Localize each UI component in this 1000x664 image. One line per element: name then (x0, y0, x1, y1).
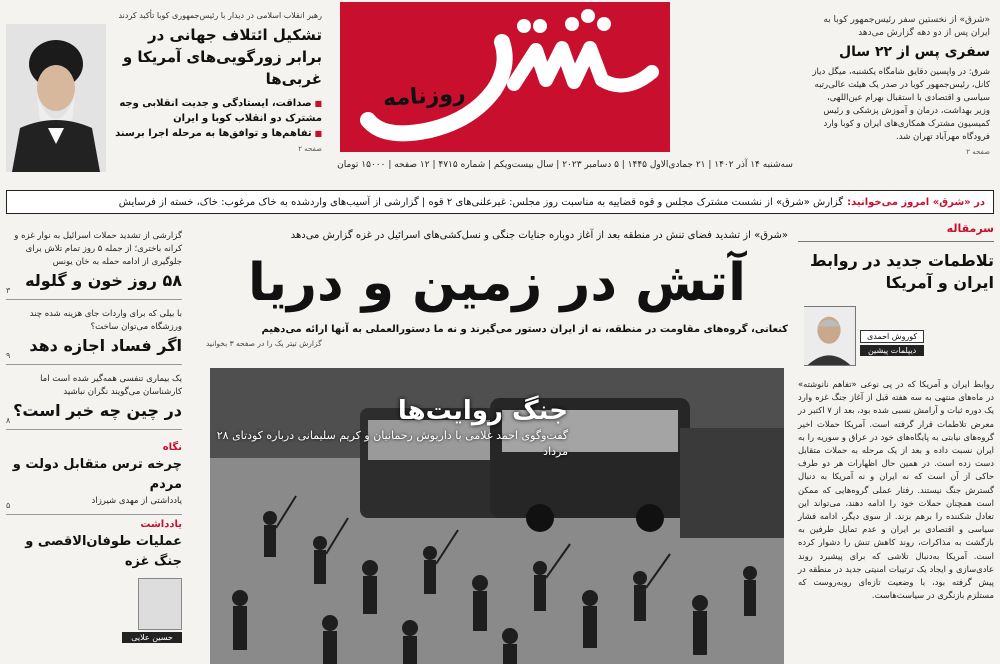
author-name: کوروش احمدی (860, 330, 924, 343)
author-name-box (860, 330, 924, 356)
left-bullet: ■ صداقت، ایستادگی و جدیت انقلابی وجه مشترک دو انقلاب کوبا و ایران (110, 96, 322, 126)
page-number: ۸ (6, 416, 11, 425)
section-label-negah: نگاه (162, 442, 182, 453)
right-body: شرق: در واپسین دقایق شامگاه یکشنبه، میگل دیاز کانل، رئیس‌جمهور کوبا در صدر یک هیئت عالی‌رتبه سیاسی و اقتصادی با استقبال بهرام عین‌اللهی، وزیر بهداشت، درمان و آموزش پزشکی و رئیس کمیسیون مشترک همکاری‌های ایران و کوبا وارد فرودگاه مهرآباد تهران شد. (812, 67, 990, 142)
photo-caption[interactable] (210, 394, 568, 460)
left-kicker: رهبر انقلاب اسلامی در دیدار با رئیس‌جمهوری کوبا تأکید کردند (118, 11, 322, 20)
left-story-1[interactable] (6, 222, 182, 300)
yaddasht-section[interactable] (6, 519, 182, 643)
masthead-left-text (110, 10, 322, 153)
ticker-text[interactable]: گزارش «شرق» از نشست مشترک مجلس و قوه قضاییه به مناسبت روز مجلس: غیرعلنی‌های ۲ قوه | گزارشی از آسیب‌های واردشده به خاک مرغوب: خاک، خسته از فرسایش (118, 196, 844, 208)
section-label-editorial: سرمقاله (798, 222, 994, 242)
author-role: دیپلمات پیشین (860, 345, 924, 356)
story-title[interactable]: اگر فساد اجازه دهد (29, 336, 182, 355)
section-label-yaddasht: یادداشت (140, 519, 182, 530)
main-kicker: «شرق» از تشدید فضای تنش در منطقه بعد از آغاز دوباره جنایات جنگی و نسل‌کشی‌های اسرائیل در غزه گزارش می‌دهد (290, 230, 788, 241)
dateline: سه‌شنبه ۱۴ آذر ۱۴۰۲ | ۲۱ جمادی‌الاول ۱۴۴۵ | ۵ دسامبر ۲۰۲۳ | سال بیست‌ویکم | شماره ۴۷۱۵ | ۱۲ صفحه | ۱۵۰۰۰ تومان (337, 160, 793, 170)
author-block (122, 578, 182, 643)
right-page-ref: صفحه ۲ (966, 148, 990, 156)
story-kicker: گزارشی از تشدید حملات اسرائیل به نوار غزه و کرانه باختری؛ از جمله ۵ روز تمام تلاش برای جلوگیری از ادامه حمله به خان یونس (14, 231, 182, 267)
logo-mark (340, 2, 670, 152)
right-headline[interactable]: سفری پس از ۲۲ سال (838, 44, 990, 60)
lead-photo[interactable] (210, 368, 784, 664)
left-story-2[interactable] (6, 300, 182, 365)
right-kicker: «شرق» از نخستین سفر رئیس‌جمهور کوبا به ایران پس از دو دهه گزارش می‌دهد (823, 15, 990, 38)
left-column (6, 222, 182, 664)
page-number: ۵ (6, 501, 11, 510)
editorial-title[interactable]: تلاطمات جدید در روابط ایران و آمریکا (810, 251, 994, 292)
right-column (798, 222, 994, 664)
author-photo (804, 306, 856, 366)
page-number: ۳ (6, 286, 11, 295)
story-kicker: یک بیماری تنفسی همه‌گیر شده است اما کارشناسان می‌گویند نگران نباشید (40, 374, 182, 397)
story-title[interactable]: ۵۸ روز خون و گلوله (25, 271, 182, 290)
photo-subtitle: گفت‌وگوی احمد غلامی با داریوش رحمانیان و کریم سلیمانی درباره کودتای ۲۸ مرداد (216, 429, 568, 458)
masthead-right-story[interactable] (810, 14, 990, 156)
page-number: ۹ (6, 351, 11, 360)
author-box (6, 578, 182, 643)
editorial-author (798, 306, 994, 368)
masthead-left-story[interactable] (6, 10, 322, 170)
left-story-3[interactable] (6, 365, 182, 430)
negah-byline: یادداشتی از مهدی شیرزاد (91, 496, 182, 506)
newspaper-logo[interactable] (340, 2, 670, 152)
portrait-image (6, 24, 106, 172)
masthead (0, 0, 1000, 182)
editorial-body: روابط ایران و آمریکا که در پی نوعی «تفاهم نانوشته» در ماه‌های منتهی به سه هفته قبل از آغاز جنگ غزه وارد یک دوره ثبات و آرامش نسبی شده بود، بعد از ۷ اکتبر در معرض تلاطمات قرار گرفته است. آمریکا حملات اخیر گروه‌های نیابتی به پایگاه‌های خود در عراق و سوریه را به ایران نسبت داده و بعد از یک مرحله به حملات متقابل دست زده است. در همین حال اظهارات هر دو طرف حاکی از آن است که نه ایران و نه آمریکا به دنبال گسترش جنگ نیستند. رفتار عملی گروه‌هایی که ممکن است همچنان حملات خود را ادامه دهند، می‌تواند این تعادل شکننده را برهم بزند. از سوی دیگر، ادامه فشار سیاسی و اقتصادی بر ایران و عدم تمایل طرفین به بازگشت به مذاکرات، روند کاهش تنش را دشوار کرده است. آمریکا به‌دنبال تلاشی که برای پیشبرد روند عادی‌سازی و ایجاد یک ترتیبات امنیتی جدید در منطقه در پیش گرفته بود، با وضعیت تازه‌ای روبه‌روست که مستلزم بازنگری در سیاست‌هاست. (798, 379, 994, 601)
main-headline[interactable]: آتش در زمین و دریا (247, 253, 747, 313)
author-portrait (803, 307, 855, 365)
leader-photo (6, 24, 106, 172)
left-headline[interactable]: تشکیل ائتلاف جهانی در برابر زورگویی‌های آمریکا و غربی‌ها (122, 26, 322, 88)
story-kicker: با بیلی که برای واردات جای هزینه شده چند ورزشگاه می‌توان ساخت؟ (29, 309, 182, 332)
main-credit: گزارش تیتر یک را در صفحه ۳ بخوانید (206, 339, 322, 348)
negah-section[interactable] (6, 430, 182, 515)
left-bullets (110, 96, 322, 141)
author-name: حسین علایی (122, 632, 182, 643)
yaddasht-title[interactable]: عملیات طوفان‌الاقصی و جنگ غزه (25, 534, 182, 569)
main-story[interactable] (206, 228, 788, 664)
main-lead: کنعانی، گروه‌های مقاومت در منطقه، نه از ایران دستور می‌گیرند و نه ما دستورالعملی به آنها ارائه می‌دهیم (261, 324, 788, 335)
author-photo (138, 578, 182, 630)
ticker-bar[interactable] (6, 190, 994, 214)
story-title[interactable]: در چین چه خبر است؟ (13, 401, 182, 420)
negah-title[interactable]: چرخه ترس متقابل دولت و مردم (12, 457, 182, 492)
photo-title[interactable]: جنگ روایت‌ها (397, 396, 568, 426)
logo-subtitle: روزنامه (382, 81, 467, 112)
left-bullet: ■ تفاهم‌ها و توافق‌ها به مرحله اجرا برسند (110, 126, 322, 141)
ticker-label: در «شرق» امروز می‌خوانید: (847, 196, 985, 208)
left-page-ref: صفحه ۲ (298, 145, 322, 153)
